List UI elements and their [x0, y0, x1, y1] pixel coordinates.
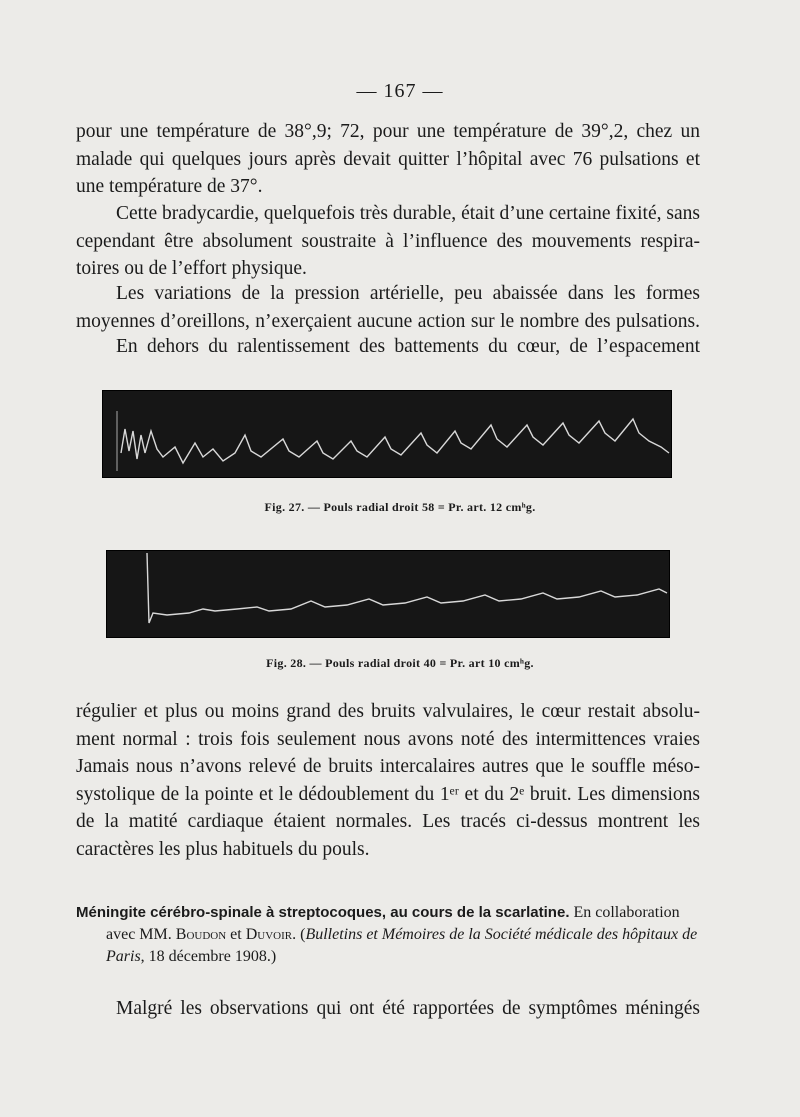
page-number: — 167 — [356, 80, 444, 102]
paragraph-6-first-line: Malgré les observations qui ont été rapportées de symptômes méningés [116, 998, 700, 1019]
text-line: de la matité cardiaque étaient normales. Les tracés ci-dessus montrent les [76, 811, 700, 832]
text-line: cependant être absolument soustraite à l’influence des mouvements respira- [76, 230, 700, 252]
text-line: systolique de la pointe et le dédoublement du 1ᵉʳ et du 2ᵉ bruit. Les dimensions [76, 783, 700, 805]
biblio-punct: . ( [292, 926, 306, 943]
text-line: ment normal : trois fois seulement nous avons noté des intermittences vraies [76, 728, 700, 750]
biblio-journal: Bulletins et Mémoires de la Société médicale des hôpitaux de [305, 926, 698, 943]
text-line: régulier et plus ou moins grand des bruits valvulaires, le cœur restait absolu- [76, 701, 700, 722]
text-line: toires ou de l’effort physique. [76, 258, 307, 279]
biblio-title: Méningite cérébro-spinale à streptocoques, au cours de la scarlatine. [76, 904, 570, 921]
figure-28-pulse-trace [106, 550, 670, 638]
text-line: moyennes d’oreillons, n’exerçaient aucune action sur le nombre des pulsations. [76, 310, 700, 332]
text-line: Cette bradycardie, quelquefois très durable, était d’une certaine fixité, sans [116, 203, 700, 224]
biblio-author-2: Duvoir [245, 926, 293, 943]
text-line: Jamais nous n’avons relevé de bruits intercalaires autres que le souffle méso- [76, 756, 700, 777]
biblio-author-1: Boudon [175, 926, 227, 943]
paragraph-1 [76, 118, 700, 201]
paragraph-4 [76, 333, 700, 361]
biblio-date: , 18 décembre 1908.) [140, 948, 277, 965]
biblio-collab: En collaboration [569, 904, 680, 921]
paragraph-3 [76, 280, 700, 335]
text-line: une température de 37°. [76, 176, 263, 197]
text-line: caractères les plus habituels du pouls. [76, 838, 370, 860]
biblio-with: avec MM. [106, 926, 176, 943]
paragraph-2 [76, 200, 700, 283]
figure-27-pulse-trace [102, 390, 672, 478]
text-line: Les variations de la pression artérielle, peu abaissée dans les formes [116, 283, 700, 304]
biblio-journal-city: Paris [106, 948, 141, 965]
text-line: malade qui quelques jours après devait quitter l’hôpital avec 76 pulsations et [76, 148, 700, 170]
biblio-and: et [226, 926, 246, 943]
figure-27-caption: Fig. 27. — Pouls radial droit 58 = Pr. art. 12 cmʰg. [264, 500, 536, 514]
bibliography-entry [76, 902, 700, 968]
paragraph-5 [76, 698, 700, 863]
text-line: pour une température de 38°,9; 72, pour une température de 39°,2, chez un [76, 121, 700, 142]
figure-28-caption: Fig. 28. — Pouls radial droit 40 = Pr. art 10 cmʰg. [266, 656, 534, 670]
text-line: En dehors du ralentissement des battements du cœur, de l’espacement [116, 336, 700, 357]
